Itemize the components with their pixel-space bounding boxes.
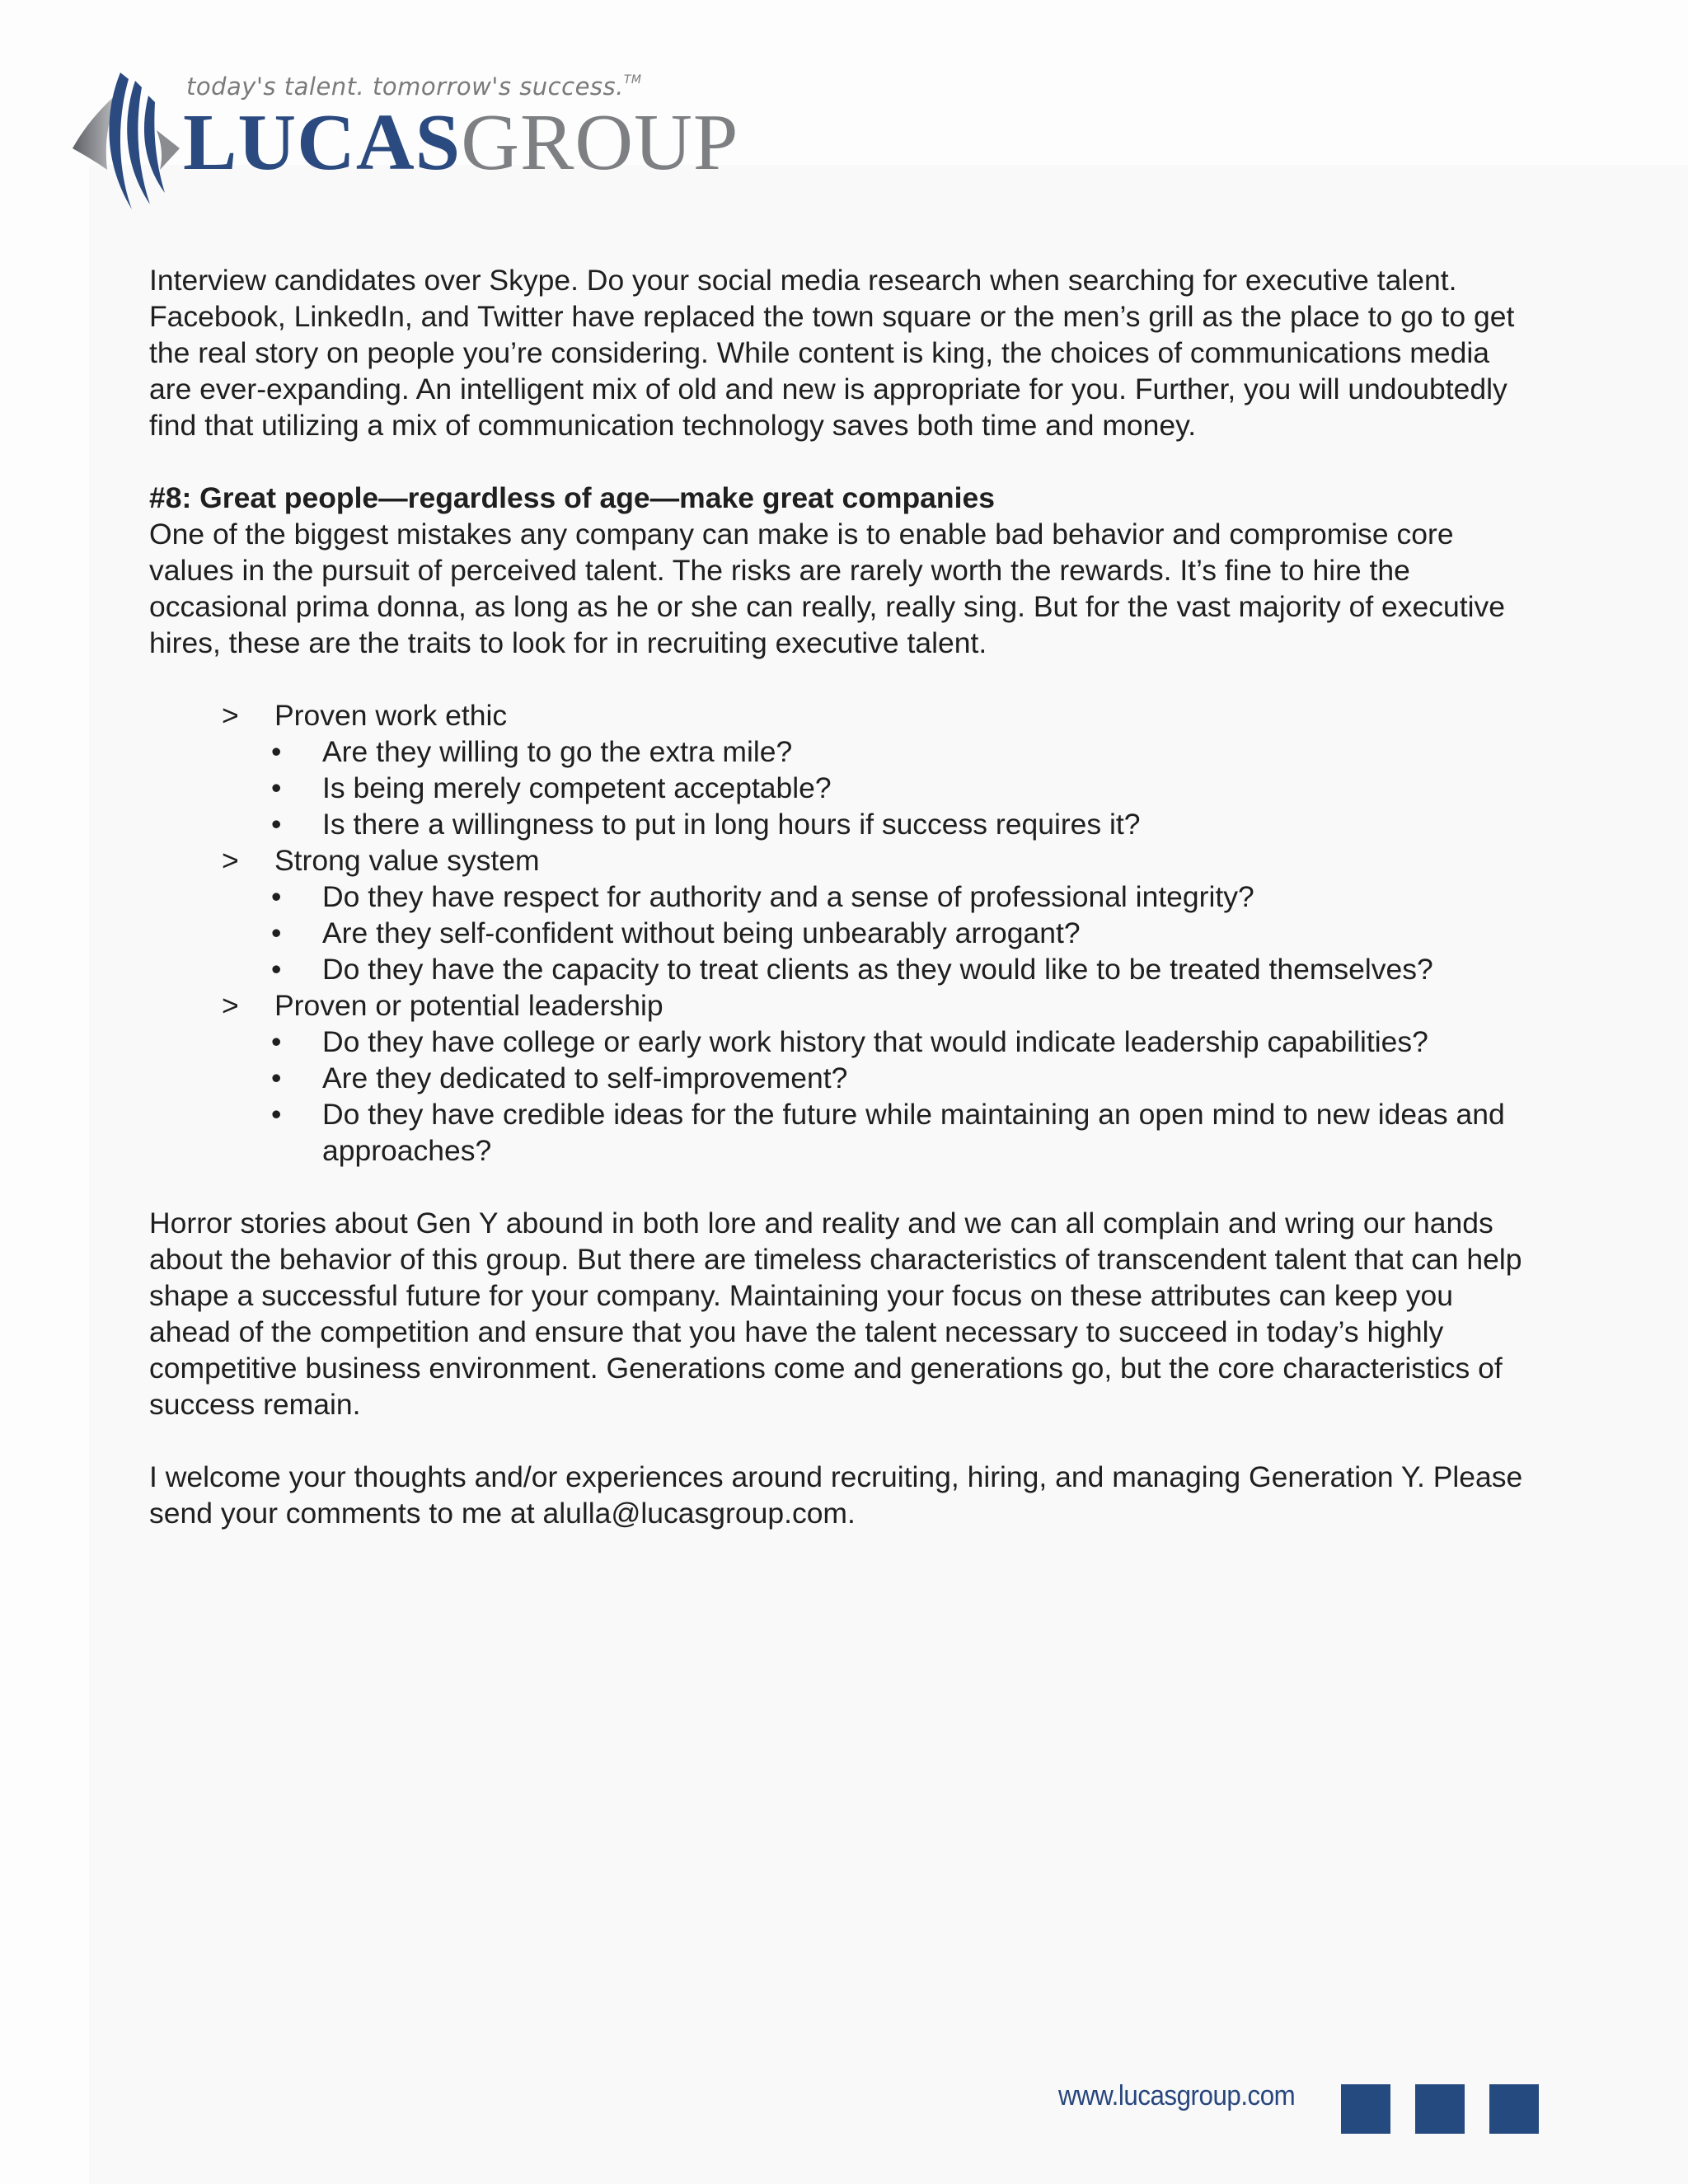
question-text: Do they have credible ideas for the future while maintaining an open mind to new ideas and approaches? bbox=[322, 1098, 1505, 1167]
section-heading: #8: Great people—regardless of age—make great companies bbox=[149, 481, 995, 514]
lucas-group-logo-icon bbox=[71, 73, 180, 209]
question-item bbox=[149, 1024, 1534, 1060]
traits-list bbox=[149, 697, 1534, 1169]
trait-item bbox=[149, 987, 1534, 1024]
question-text: Do they have the capacity to treat clients as they would like to be treated themselves? bbox=[322, 953, 1433, 986]
question-item bbox=[149, 806, 1534, 842]
wordmark bbox=[183, 98, 739, 187]
section-paragraph: One of the biggest mistakes any company can make is to enable bad behavior and compromise core values in the pursuit of perceived talent. The risks are rarely worth the rewards. It’s fine to hire the occasional prima donna, as long as he or she can really, really sing. But for the vast majority of executive hires, these are the traits to look for in recruiting executive talent. bbox=[149, 518, 1506, 659]
website-link[interactable]: www.lucasgroup.com bbox=[1058, 2080, 1296, 2111]
bullet-marker: • bbox=[271, 953, 282, 986]
question-text: Do they have respect for authority and a sense of professional integrity? bbox=[322, 880, 1254, 913]
bullet-marker: • bbox=[271, 808, 282, 841]
question-item bbox=[149, 770, 1534, 806]
bullet-marker: • bbox=[271, 735, 282, 768]
footer-square-icon bbox=[1489, 2084, 1539, 2134]
trait-label: Strong value system bbox=[274, 844, 540, 877]
trait-label: Proven or potential leadership bbox=[274, 989, 663, 1022]
question-text: Do they have college or early work history that would indicate leadership capabilities? bbox=[322, 1025, 1428, 1058]
question-item bbox=[149, 951, 1534, 987]
document-body bbox=[149, 262, 1534, 1568]
bullet-marker: • bbox=[271, 1098, 282, 1131]
question-item bbox=[149, 879, 1534, 915]
footer-square-icon bbox=[1415, 2084, 1465, 2134]
arrow-marker: > bbox=[222, 699, 239, 732]
question-text: Are they dedicated to self-improvement? bbox=[322, 1062, 848, 1094]
bullet-marker: • bbox=[271, 880, 282, 913]
bullet-marker: • bbox=[271, 1025, 282, 1058]
question-text: Is there a willingness to put in long hours if success requires it? bbox=[322, 808, 1141, 841]
arrow-marker: > bbox=[222, 844, 239, 877]
question-text: Are they self-confident without being unbearably arrogant? bbox=[322, 916, 1081, 949]
trait-label: Proven work ethic bbox=[274, 699, 508, 732]
intro-paragraph: Interview candidates over Skype. Do your social media research when searching for executive talent. Facebook, LinkedIn, and Twitter have replaced the town square or the men’s grill as the place to go to get the real story on people you’re considering. While content is king, the choices of communications media are ever-expanding. An intelligent mix of old and new is appropriate for you. Further, you will undoubtedly find that utilizing a mix of communication technology saves both time and money. bbox=[149, 264, 1515, 442]
trait-item bbox=[149, 697, 1534, 733]
arrow-marker: > bbox=[222, 989, 239, 1022]
contact-paragraph: I welcome your thoughts and/or experiences around recruiting, hiring, and managing Generation Y. Please send your comments to me at alulla@lucasgroup.com. bbox=[149, 1460, 1523, 1530]
question-item bbox=[149, 915, 1534, 951]
trait-item bbox=[149, 842, 1534, 879]
tagline: today's talent. tomorrow's success.™ bbox=[186, 73, 642, 101]
footer-square-icon bbox=[1341, 2084, 1390, 2134]
wordmark-group: GROUP bbox=[461, 98, 739, 187]
bullet-marker: • bbox=[271, 771, 282, 804]
question-item bbox=[149, 733, 1534, 770]
question-text: Is being merely competent acceptable? bbox=[322, 771, 832, 804]
bullet-marker: • bbox=[271, 916, 282, 949]
closing-paragraph: Horror stories about Gen Y abound in both lore and reality and we can all complain and wring our hands about the behavior of this group. But there are timeless characteristics of transcendent talent that can help shape a successful future for your company. Maintaining your focus on these attributes can keep you ahead of the competition and ensure that you have the talent necessary to succeed in today’s highly competitive business environment. Generations come and generations go, but the core characteristics of success remain. bbox=[149, 1207, 1522, 1421]
wordmark-lucas: LUCAS bbox=[183, 98, 462, 187]
question-item bbox=[149, 1096, 1534, 1169]
bullet-marker: • bbox=[271, 1062, 282, 1094]
question-item bbox=[149, 1060, 1534, 1096]
question-text: Are they willing to go the extra mile? bbox=[322, 735, 793, 768]
